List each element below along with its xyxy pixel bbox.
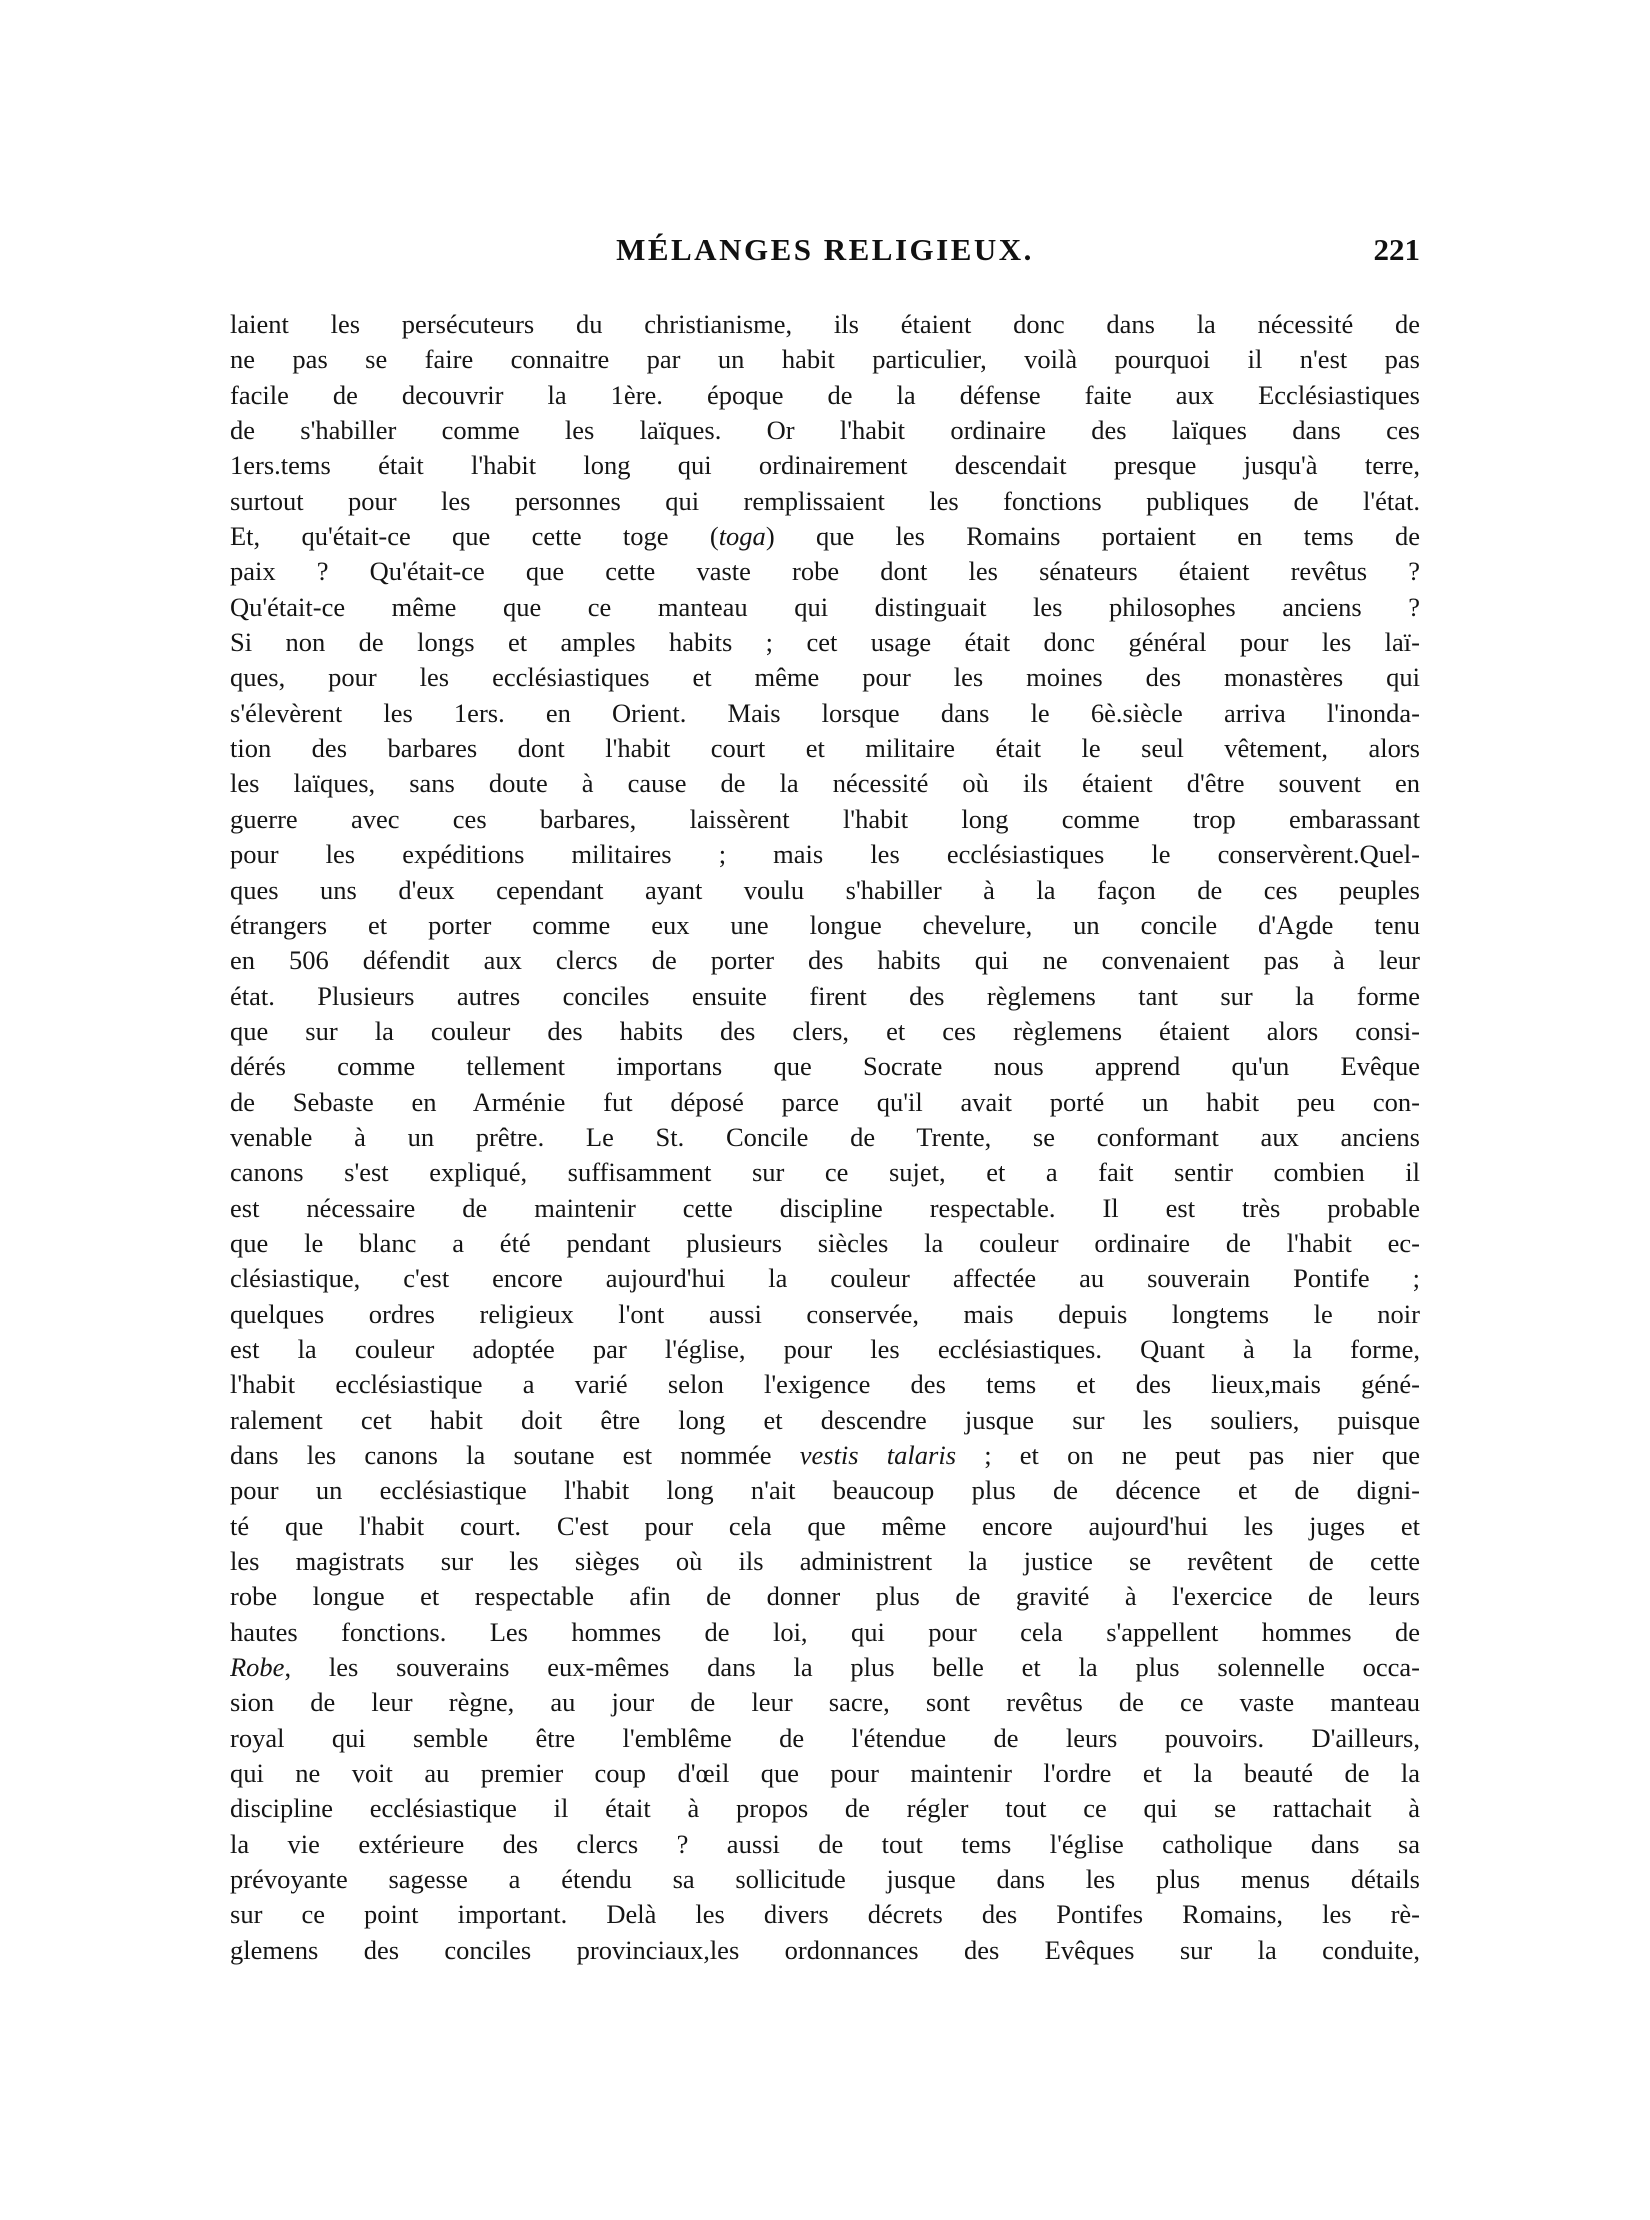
line-text: robe longue et respectable afin de donner plus de gravité à l'exercice de leurs <box>230 1581 1420 1612</box>
line-text: l'habit ecclésiastique a varié selon l'exigence des tems et des lieux,mais géné- <box>230 1369 1420 1400</box>
running-head <box>230 232 1420 276</box>
text-line <box>230 1791 1420 1826</box>
line-text: la vie extérieure des clercs ? aussi de tout tems l'église catholique dans sa <box>230 1828 1420 1859</box>
text-line <box>230 837 1420 872</box>
text-line <box>230 448 1420 483</box>
body-text <box>230 307 1420 1968</box>
text-line <box>230 1226 1420 1261</box>
line-text: état. Plusieurs autres conciles ensuite firent des règlemens tant sur la forme <box>230 980 1420 1011</box>
text-line <box>230 943 1420 978</box>
line-text: glemens des conciles provinciaux,les ordonnances des Evêques sur la conduite, <box>230 1934 1420 1965</box>
text-line <box>230 1862 1420 1897</box>
running-title: MÉLANGES RELIGIEUX. <box>616 232 1034 267</box>
text-line <box>230 1297 1420 1332</box>
text-line <box>230 766 1420 801</box>
text-line <box>230 979 1420 1014</box>
text-line <box>230 1191 1420 1226</box>
line-text: discipline ecclésiastique il était à propos de régler tout ce qui se rattachait à <box>230 1793 1420 1824</box>
line-text: ) que les Romains portaient en tems de <box>765 521 1420 552</box>
line-text: pour les expéditions militaires ; mais les ecclésiastiques le conservèrent.Quel- <box>230 839 1420 870</box>
italic-phrase: vestis talaris <box>799 1440 957 1470</box>
line-text: s'élevèrent les 1ers. en Orient. Mais lorsque dans le 6è.siècle arriva l'inonda- <box>230 697 1420 728</box>
text-line <box>230 1721 1420 1756</box>
text-line <box>230 873 1420 908</box>
line-text: , les souverains eux-mêmes dans la plus belle et la plus solennelle occa- <box>284 1652 1420 1683</box>
text-line <box>230 660 1420 695</box>
text-line <box>230 1014 1420 1049</box>
text-line <box>230 1897 1420 1932</box>
line-text: est nécessaire de maintenir cette discipline respectable. Il est très probable <box>230 1192 1420 1223</box>
line-text: sur ce point important. Delà les divers décrets des Pontifes Romains, les rè- <box>230 1899 1420 1930</box>
text-line <box>230 1473 1420 1508</box>
text-line <box>230 413 1420 448</box>
text-line <box>230 1933 1420 1968</box>
line-text: ; et on ne peut pas nier que <box>956 1440 1420 1470</box>
text-line <box>230 625 1420 660</box>
line-text: hautes fonctions. Les hommes de loi, qui pour cela s'appellent hommes de <box>230 1616 1420 1647</box>
line-text: Si non de longs et amples habits ; cet usage était donc général pour les laï- <box>230 627 1420 658</box>
text-line <box>230 1509 1420 1544</box>
line-text: en 506 défendit aux clercs de porter des habits qui ne convenaient pas à leur <box>230 945 1420 976</box>
line-text: que le blanc a été pendant plusieurs siècles la couleur ordinaire de l'habit ec- <box>230 1227 1420 1258</box>
text-line <box>230 1827 1420 1862</box>
line-text: de Sebaste en Arménie fut déposé parce qu'il avait porté un habit peu con- <box>230 1086 1420 1117</box>
line-text: sion de leur règne, au jour de leur sacre, sont revêtus de ce vaste manteau <box>230 1687 1420 1718</box>
line-text: est la couleur adoptée par l'église, pour les ecclésiastiques. Quant à la forme, <box>230 1333 1420 1364</box>
line-text: ralement cet habit doit être long et descendre jusque sur les souliers, puisque <box>230 1404 1420 1435</box>
line-text: clésiastique, c'est encore aujourd'hui la couleur affectée au souverain Pontife ; <box>230 1263 1420 1294</box>
text-line <box>230 590 1420 625</box>
line-text: ques uns d'eux cependant ayant voulu s'habiller à la façon de ces peuples <box>230 874 1420 905</box>
text-line <box>230 1615 1420 1650</box>
text-line <box>230 731 1420 766</box>
text-line <box>230 1650 1420 1685</box>
text-line <box>230 908 1420 943</box>
line-text: de s'habiller comme les laïques. Or l'habit ordinaire des laïques dans ces <box>230 415 1420 446</box>
line-text: 1ers.tems était l'habit long qui ordinairement descendait presque jusqu'à terre, <box>230 450 1420 481</box>
line-text: les magistrats sur les sièges où ils administrent la justice se revêtent de cette <box>230 1546 1420 1577</box>
line-text: ne pas se faire connaitre par un habit particulier, voilà pourquoi il n'est pas <box>230 344 1420 375</box>
text-line <box>230 554 1420 589</box>
text-line <box>230 696 1420 731</box>
text-line <box>230 1438 1420 1473</box>
text-line <box>230 378 1420 413</box>
line-text: dérés comme tellement importans que Socrate nous apprend qu'un Evêque <box>230 1051 1420 1082</box>
text-line <box>230 1120 1420 1155</box>
line-text: ques, pour les ecclésiastiques et même pour les moines des monastères qui <box>230 662 1420 693</box>
text-line <box>230 1332 1420 1367</box>
line-text: que sur la couleur des habits des clers, et ces règlemens étaient alors consi- <box>230 1015 1420 1046</box>
line-text: venable à un prêtre. Le St. Concile de Trente, se conformant aux anciens <box>230 1121 1420 1152</box>
line-text: étrangers et porter comme eux une longue chevelure, un concile d'Agde tenu <box>230 909 1420 940</box>
line-text: qui ne voit au premier coup d'œil que pour maintenir l'ordre et la beauté de la <box>230 1758 1420 1789</box>
line-text: té que l'habit court. C'est pour cela que même encore aujourd'hui les juges et <box>230 1510 1420 1541</box>
line-text: paix ? Qu'était-ce que cette vaste robe dont les sénateurs étaient revêtus ? <box>230 556 1420 587</box>
text-line <box>230 519 1420 554</box>
line-text: canons s'est expliqué, suffisamment sur ce sujet, et a fait sentir combien il <box>230 1157 1420 1188</box>
line-text: laient les persécuteurs du christianisme, ils étaient donc dans la nécessité de <box>230 309 1420 339</box>
line-text: tion des barbares dont l'habit court et militaire était le seul vêtement, alors <box>230 733 1420 764</box>
text-line <box>230 1756 1420 1791</box>
line-text: pour un ecclésiastique l'habit long n'ait beaucoup plus de décence et de digni- <box>230 1475 1420 1506</box>
line-text: quelques ordres religieux l'ont aussi conservée, mais depuis longtems le noir <box>230 1298 1420 1329</box>
text-line <box>230 1049 1420 1084</box>
line-text: dans les canons la soutane est nommée <box>230 1440 800 1470</box>
line-text: Et, qu'était-ce que cette toge ( <box>230 521 719 552</box>
text-line <box>230 1403 1420 1438</box>
italic-phrase: toga <box>718 521 766 552</box>
line-text: royal qui semble être l'emblême de l'étendue de leurs pouvoirs. D'ailleurs, <box>230 1722 1420 1753</box>
text-line <box>230 484 1420 519</box>
text-line <box>230 1261 1420 1296</box>
italic-phrase: Robe <box>230 1652 285 1683</box>
line-text: facile de decouvrir la 1ère. époque de la défense faite aux Ecclésiastiques <box>230 379 1420 410</box>
line-text: les laïques, sans doute à cause de la nécessité où ils étaient d'être souvent en <box>230 768 1420 799</box>
text-line <box>230 1685 1420 1720</box>
text-line <box>230 342 1420 377</box>
line-text: prévoyante sagesse a étendu sa sollicitude jusque dans les plus menus détails <box>230 1864 1420 1895</box>
line-text: surtout pour les personnes qui remplissaient les fonctions publiques de l'état. <box>230 485 1420 516</box>
line-text: Qu'était-ce même que ce manteau qui distinguait les philosophes anciens ? <box>230 591 1420 622</box>
page-number: 221 <box>1373 232 1420 267</box>
text-line <box>230 1085 1420 1120</box>
text-line <box>230 1367 1420 1402</box>
text-line <box>230 1155 1420 1190</box>
text-line <box>230 802 1420 837</box>
text-line <box>230 1579 1420 1614</box>
line-text: guerre avec ces barbares, laissèrent l'habit long comme trop embarassant <box>230 803 1420 834</box>
text-line <box>230 307 1420 342</box>
text-line <box>230 1544 1420 1579</box>
